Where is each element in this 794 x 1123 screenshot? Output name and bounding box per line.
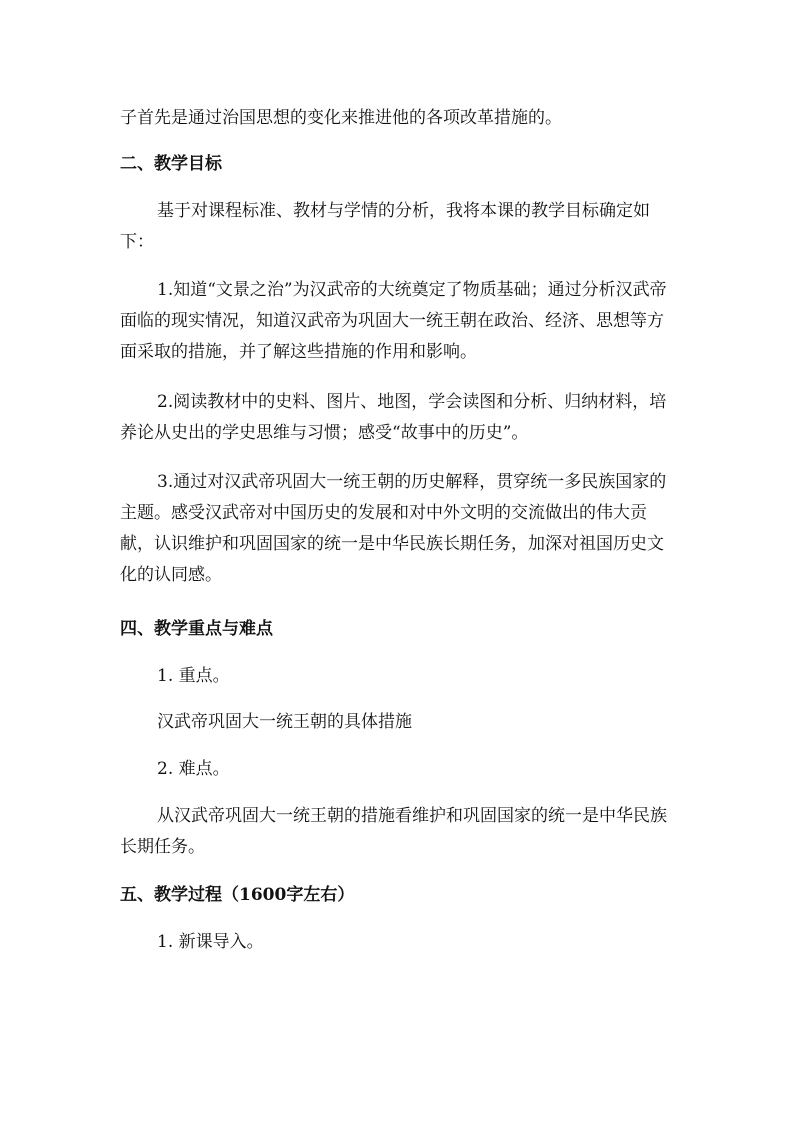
goal-paragraph-3: 3.通过对汉武帝巩固大一统王朝的历史解释，贯穿统一多民族国家的主题。感受汉武帝对中国历史的发展和对中外文明的交流做出的伟大贡献，认识维护和巩固国家的统一是中华民族长期任务，加深对祖国历史文化的认同感。 — [120, 472, 667, 585]
section5-heading: 五、教学过程（1600字左右） — [120, 885, 355, 905]
goal-paragraph-2: 2.阅读教材中的史料、图片、地图，学会读图和分析、归纳材料，培养论从史出的学史思维与习惯；感受“故事中的历史”。 — [120, 392, 667, 443]
process-item-1: 1. 新课导入。 — [157, 932, 264, 952]
section4-heading: 四、教学重点与难点 — [120, 619, 273, 639]
section2-heading: 二、教学目标 — [120, 154, 222, 174]
difficulty-label: 2. 难点。 — [157, 759, 230, 779]
section2-intro-paragraph: 基于对课程标准、教材与学情的分析，我将本课的教学目标确定如下： — [120, 201, 650, 252]
key-point-text: 汉武帝巩固大一统王朝的具体措施 — [157, 712, 412, 732]
intro-tail-paragraph: 子首先是通过治国思想的变化来推进他的各项改革措施的。 — [120, 108, 562, 128]
goal-paragraph-1: 1.知道“文景之治”为汉武帝的大统奠定了物质基础；通过分析汉武帝面临的现实情况，知道汉武帝为巩固大一统王朝在政治、经济、思想等方面采取的措施，并了解这些措施的作用和影响。 — [120, 280, 667, 362]
key-point-label: 1. 重点。 — [157, 666, 230, 686]
difficulty-text: 从汉武帝巩固大一统王朝的措施看维护和巩固国家的统一是中华民族长期任务。 — [120, 806, 667, 857]
